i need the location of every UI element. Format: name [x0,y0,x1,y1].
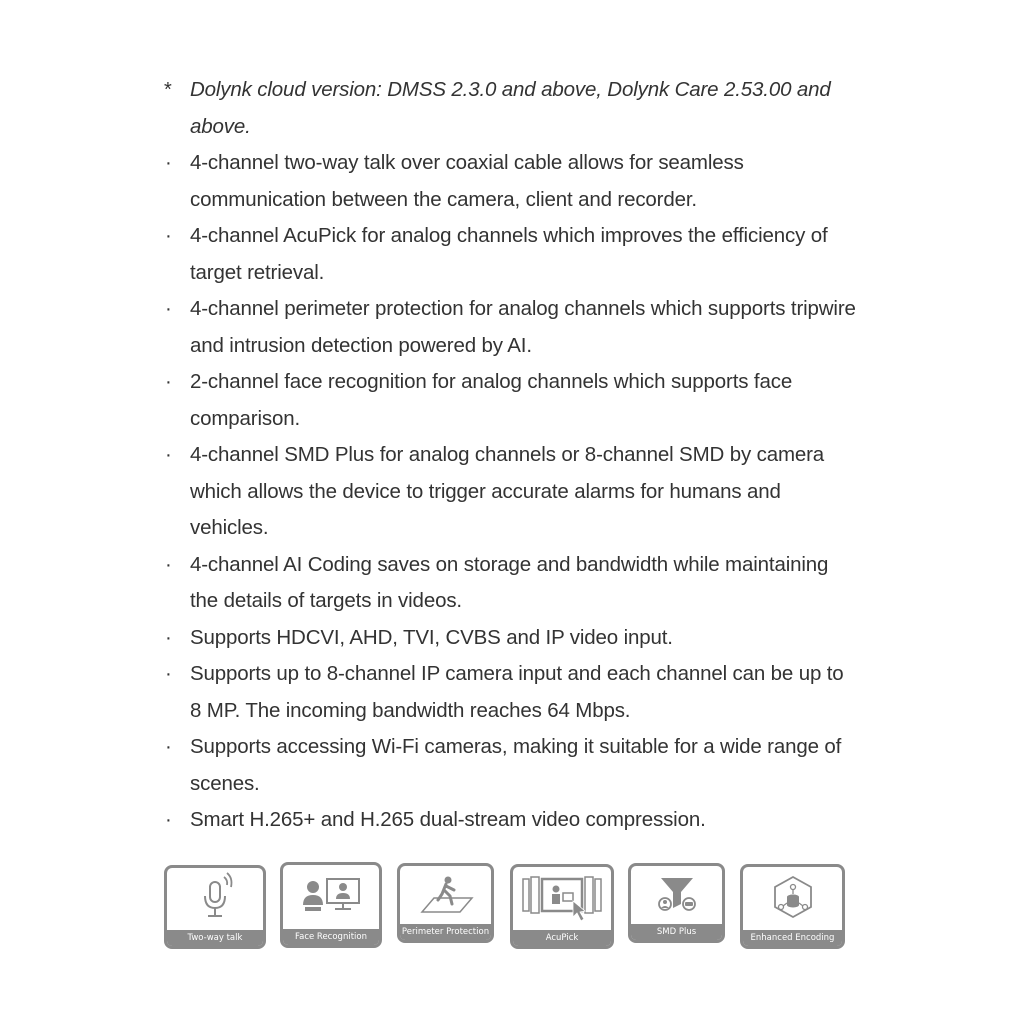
tile-label: Face Recognition [283,929,379,945]
tile-label: AcuPick [513,930,611,946]
microphone-icon [167,868,263,930]
feature-h265-compression [160,802,860,839]
tile-two-way-talk [164,865,266,949]
feature-face-recognition [160,364,860,437]
feature-text: 2-channel face recognition for analog channels which supports face comparison. [190,370,793,430]
tile-enhanced-encoding [740,864,845,949]
asterisk-marker: * [164,79,172,101]
bullet-marker: · [165,735,172,758]
feature-perimeter-protection [160,291,860,364]
bullet-marker: · [165,662,172,685]
feature-smd-plus [160,437,860,547]
tile-acupick [510,864,614,949]
tile-label: Enhanced Encoding [743,930,842,946]
feature-text: Dolynk cloud version: DMSS 2.3.0 and above, Dolynk Care 2.53.00 and above. [190,78,831,138]
feature-text: Smart H.265+ and H.265 dual-stream video compression. [190,808,706,831]
feature-text: 4-channel AI Coding saves on storage and bandwidth while maintaining the details of targets in videos. [190,552,829,612]
bullet-marker: · [165,808,172,831]
feature-list [160,72,860,839]
feature-text: 4-channel SMD Plus for analog channels or 8-channel SMD by camera which allows the device to trigger accurate alarms for humans and vehicles. [190,443,825,539]
bullet-marker: · [165,443,172,466]
feature-acupick [160,218,860,291]
feature-icon-row [160,862,850,952]
feature-text: Supports up to 8-channel IP camera input and each channel can be up to 8 MP. The incoming bandwidth reaches 64 Mbps. [190,662,844,722]
acupick-icon [513,867,611,931]
feature-text: 4-channel AcuPick for analog channels which improves the efficiency of target retrieval. [190,224,828,284]
tile-label: Two-way talk [167,930,263,946]
tile-perimeter-protection [397,863,494,943]
feature-text: 4-channel two-way talk over coaxial cable allows for seamless communication between the camera, client and recorder. [190,151,744,211]
bullet-marker: · [165,297,172,320]
feature-text: 4-channel perimeter protection for analog channels which supports tripwire and intrusion detection powered by AI. [190,297,856,357]
feature-ai-coding [160,547,860,620]
feature-two-way-talk [160,145,860,218]
enhanced-encoding-icon [743,867,842,931]
bullet-marker: · [165,151,172,174]
bullet-marker: · [165,552,172,576]
feature-video-input [160,620,860,657]
perimeter-protection-icon [400,866,492,926]
feature-wifi-cameras [160,729,860,802]
feature-text: Supports HDCVI, AHD, TVI, CVBS and IP video input. [190,625,673,649]
face-recognition-icon [283,865,379,931]
feature-note-cloud-version [160,72,860,145]
tile-smd-plus [628,863,725,943]
bullet-marker: · [165,625,172,649]
tile-label: Perimeter Protection [400,924,491,940]
tile-label: SMD Plus [631,924,722,940]
feature-ip-camera-input [160,656,860,729]
smd-plus-icon [631,866,723,926]
feature-text: Supports accessing Wi-Fi cameras, making it suitable for a wide range of scenes. [190,735,842,795]
bullet-marker: · [165,224,172,247]
bullet-marker: · [165,370,172,393]
tile-face-recognition [280,862,382,948]
